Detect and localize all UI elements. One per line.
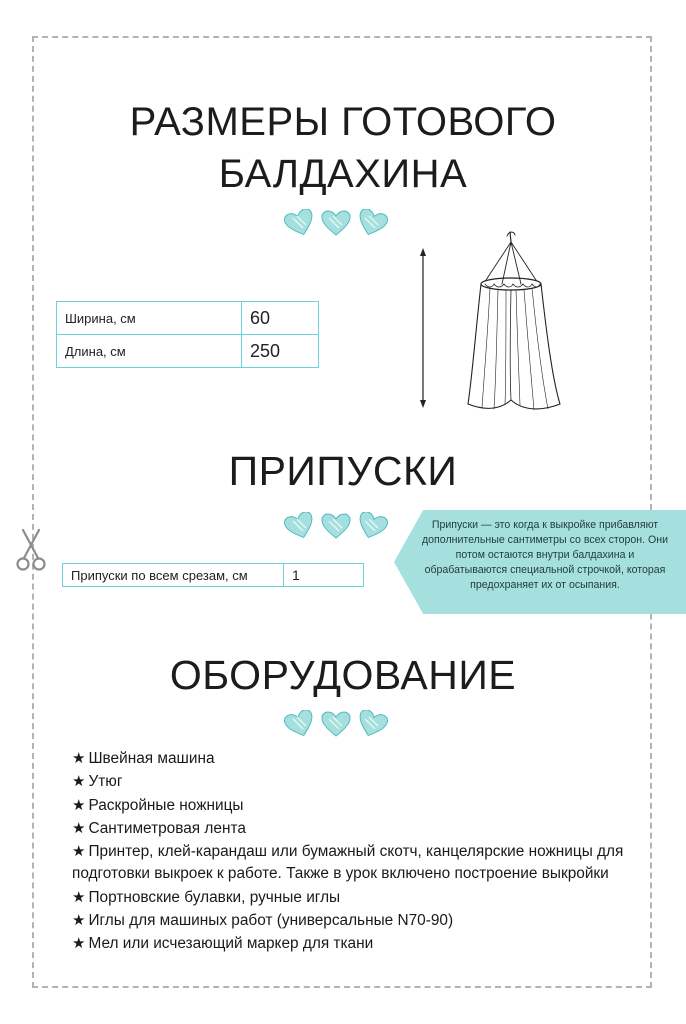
star-icon: ★ [72,842,86,861]
table-row [63,564,364,587]
star-icon: ★ [72,934,86,953]
sizes-heading-line-2: БАЛДАХИНА [218,152,468,196]
sizes-heading-line-1: РАЗМЕРЫ ГОТОВОГО [129,100,557,144]
sizes-heading [0,96,686,200]
equipment-list [72,747,632,956]
list-item [72,770,632,793]
list-item-text: Утюг [88,773,123,791]
allowance-table [62,563,364,587]
list-item-text: Мел или исчезающий маркер для ткани [88,935,374,953]
star-icon: ★ [72,795,86,814]
list-item [72,932,632,955]
hearts-icon [284,710,388,740]
allowance-label: Припуски по всем срезам, см [63,564,284,587]
scissors-icon [14,528,48,576]
list-item [72,840,632,886]
star-icon: ★ [72,772,86,791]
hearts-icon [284,512,388,542]
allowance-heading: ПРИПУСКИ [228,448,458,494]
hearts-icon [284,209,388,239]
star-icon: ★ [72,887,86,906]
list-item [72,747,632,770]
table-row [57,335,319,368]
width-label: Ширина, см [57,302,242,335]
table-row [57,302,319,335]
list-item [72,909,632,932]
list-item-text: Портновские булавки, ручные иглы [88,888,341,906]
width-value: 60 [242,302,319,335]
allowance-value: 1 [284,564,364,587]
length-label: Длина, см [57,335,242,368]
star-icon: ★ [72,818,86,837]
canopy-illustration [410,228,580,422]
allowance-note-text: Припуски — это когда к выкройке прибавляют дополнительные сантиметры со всех сторон. Они потом остаются внутри балдахина и обрабатываются специальной строчкой, которая предохраняет их от осыпания. [421,519,669,591]
list-item-text: Иглы для машиных работ (универсальные N70-90) [88,912,454,930]
length-value: 250 [242,335,319,368]
list-item [72,817,632,840]
star-icon: ★ [72,911,86,930]
list-item [72,886,632,909]
equipment-heading: ОБОРУДОВАНИЕ [169,652,517,698]
list-item-text: Принтер, клей-карандаш или бумажный скотч, канцелярские ножницы для подготовки выкроек к работе. Также в урок включено построение выкройки [72,843,624,883]
list-item-text: Швейная машина [88,750,215,767]
star-icon: ★ [72,749,86,767]
list-item-text: Раскройные ножницы [88,796,244,814]
size-table [56,301,319,368]
list-item-text: Сантиметровая лента [88,819,246,837]
list-item [72,794,632,817]
